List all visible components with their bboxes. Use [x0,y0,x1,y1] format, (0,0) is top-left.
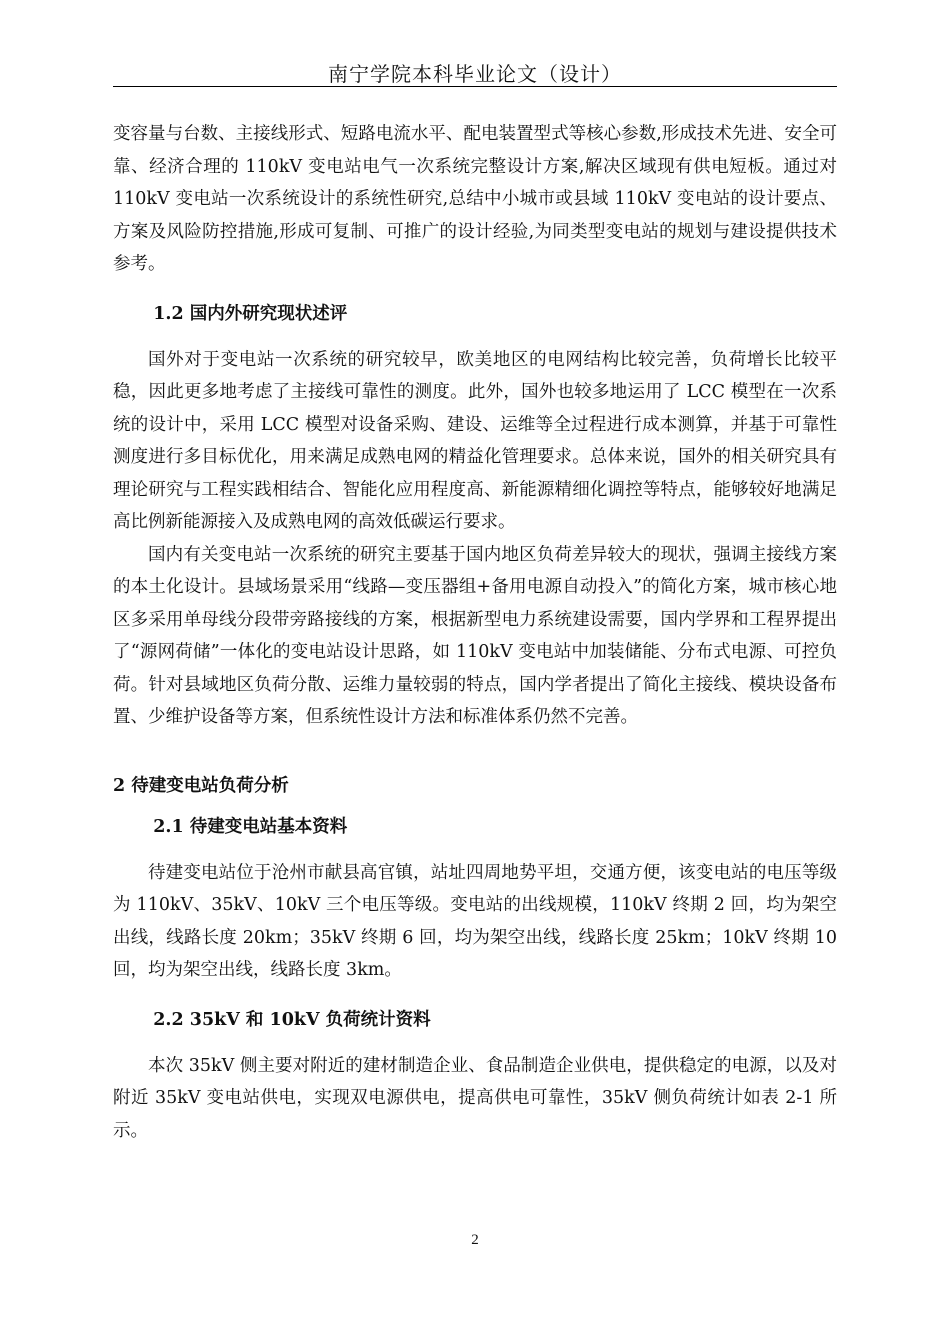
page-number: 2 [471,1232,479,1248]
section-heading-1-2: 1.2 国内外研究现状述评 [153,303,348,324]
section-heading-2-2: 2.2 35kV 和 10kV 负荷统计资料 [153,1009,431,1030]
chapter-heading-2: 2 待建变电站负荷分析 [113,775,289,796]
paragraph-load-statistics: 本次 35kV 侧主要对附近的建材制造企业、食品制造企业供电，提供稳定的电源，以及对附近 35kV 变电站供电，实现双电源供电，提高供电可靠性，35kV 侧负荷统计如表 2-1 所示。 [113,1055,837,1141]
header-divider [113,86,837,87]
document-body [113,118,837,1147]
section-heading-2-1: 2.1 待建变电站基本资料 [153,816,348,837]
paragraph-domestic-research: 国内有关变电站一次系统的研究主要基于国内地区负荷差异较大的现状，强调主接线方案的本土化设计。县域场景采用“线路—变压器组+备用电源自动投入”的简化方案，城市核心地区多采用单母线分段带旁路接线的方案，根据新型电力系统建设需要，国内学界和工程界提出了“源网荷储”一体化的变电站设计思路，如 110kV 变电站中加装储能、分布式电源、可控负荷。针对县域地区负荷分散、运维力量较弱的特点，国内学者提出了简化主接线、模块设备布置、少维护设备等方案，但系统性设计方法和标准体系仍然不完善。 [113,544,837,727]
paragraph-continued: 变容量与台数、主接线形式、短路电流水平、配电装置型式等核心参数,形成技术先进、安全可靠、经济合理的 110kV 变电站电气一次系统完整设计方案,解决区域现有供电短板。通过对 110kV 变电站一次系统设计的系统性研究,总结中小城市或县域 110kV 变电站的设计要点、方案及风险防控措施,形成可复制、可推广的设计经验,为同类型变电站的规划与建设提供技术参考。 [113,124,837,274]
page-header-title: 南宁学院本科毕业论文（设计） [328,62,622,86]
paragraph-foreign-research: 国外对于变电站一次系统的研究较早，欧美地区的电网结构比较完善，负荷增长比较平稳，因此更多地考虑了主接线可靠性的测度。此外，国外也较多地运用了 LCC 模型在一次系统的设计中，采用 LCC 模型对设备采购、建设、运维等全过程进行成本测算，并基于可靠性测度进行多目标优化，用来满足成熟电网的精益化管理要求。总体来说，国外的相关研究具有理论研究与工程实践相结合、智能化应用程度高、新能源精细化调控等特点，能够较好地满足高比例新能源接入及成熟电网的高效低碳运行要求。 [113,349,837,532]
paragraph-site-info: 待建变电站位于沧州市献县高官镇，站址四周地势平坦，交通方便，该变电站的电压等级为 110kV、35kV、10kV 三个电压等级。变电站的出线规模，110kV 终期 2 回，均为架空出线，线路长度 20km；35kV 终期 6 回，均为架空出线，线路长度 25km；10kV 终期 10 回，均为架空出线，线路长度 3km。 [113,862,837,980]
